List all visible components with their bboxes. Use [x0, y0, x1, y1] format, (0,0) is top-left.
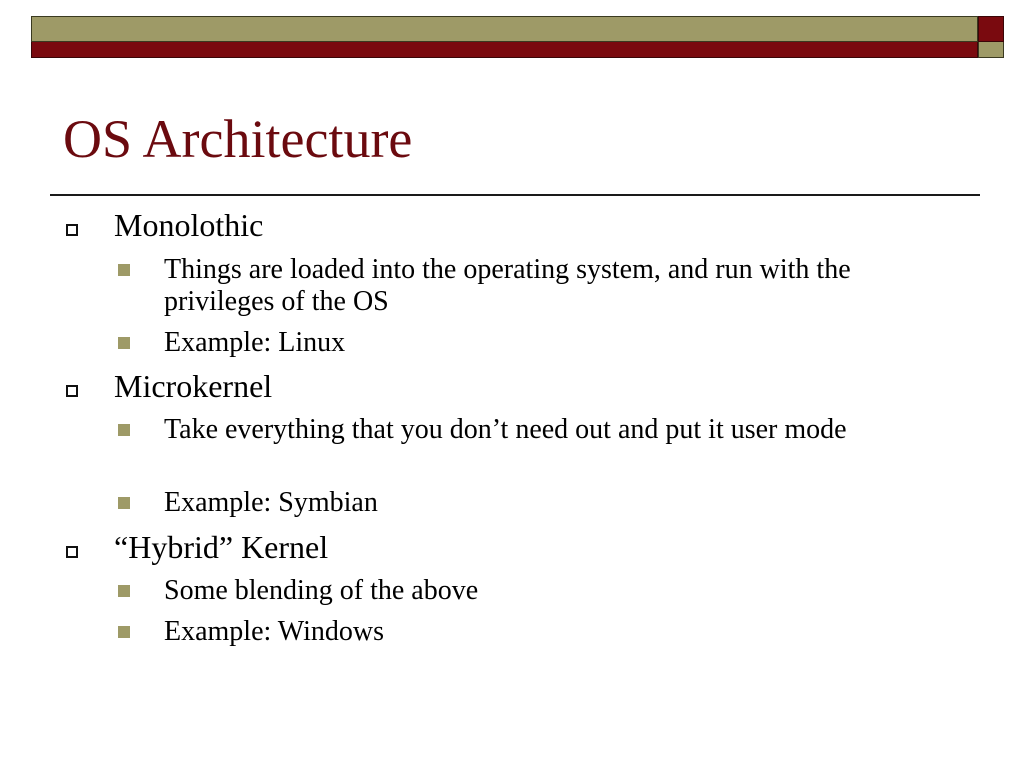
subbullet-microkernel-example: Example: Symbian	[164, 487, 378, 518]
filled-square-bullet-icon	[118, 264, 130, 276]
hollow-square-bullet-icon	[66, 385, 78, 397]
filled-square-bullet-icon	[118, 337, 130, 349]
subbullet-monolithic-example: Example: Linux	[164, 327, 346, 358]
subbullet-hybrid-example: Example: Windows	[164, 616, 384, 647]
subbullet-hybrid-description: Some blending of the above	[164, 575, 479, 606]
bullet-hybrid-kernel: “Hybrid” Kernel	[114, 529, 329, 565]
bullet-microkernel: Microkernel	[114, 368, 273, 404]
hollow-square-bullet-icon	[66, 546, 78, 558]
filled-square-bullet-icon	[118, 424, 130, 436]
subbullet-microkernel-description: Take everything that you don’t need out and put it user mode	[164, 414, 847, 445]
filled-square-bullet-icon	[118, 626, 130, 638]
hollow-square-bullet-icon	[66, 224, 78, 236]
subbullet-monolithic-description: Things are loaded into the operating system, and run with the privileges of the OS	[164, 254, 851, 317]
slide-title: OS Architecture	[63, 109, 413, 169]
filled-square-bullet-icon	[118, 585, 130, 597]
bullet-monolithic: Monolothic	[114, 207, 264, 243]
filled-square-bullet-icon	[118, 497, 130, 509]
